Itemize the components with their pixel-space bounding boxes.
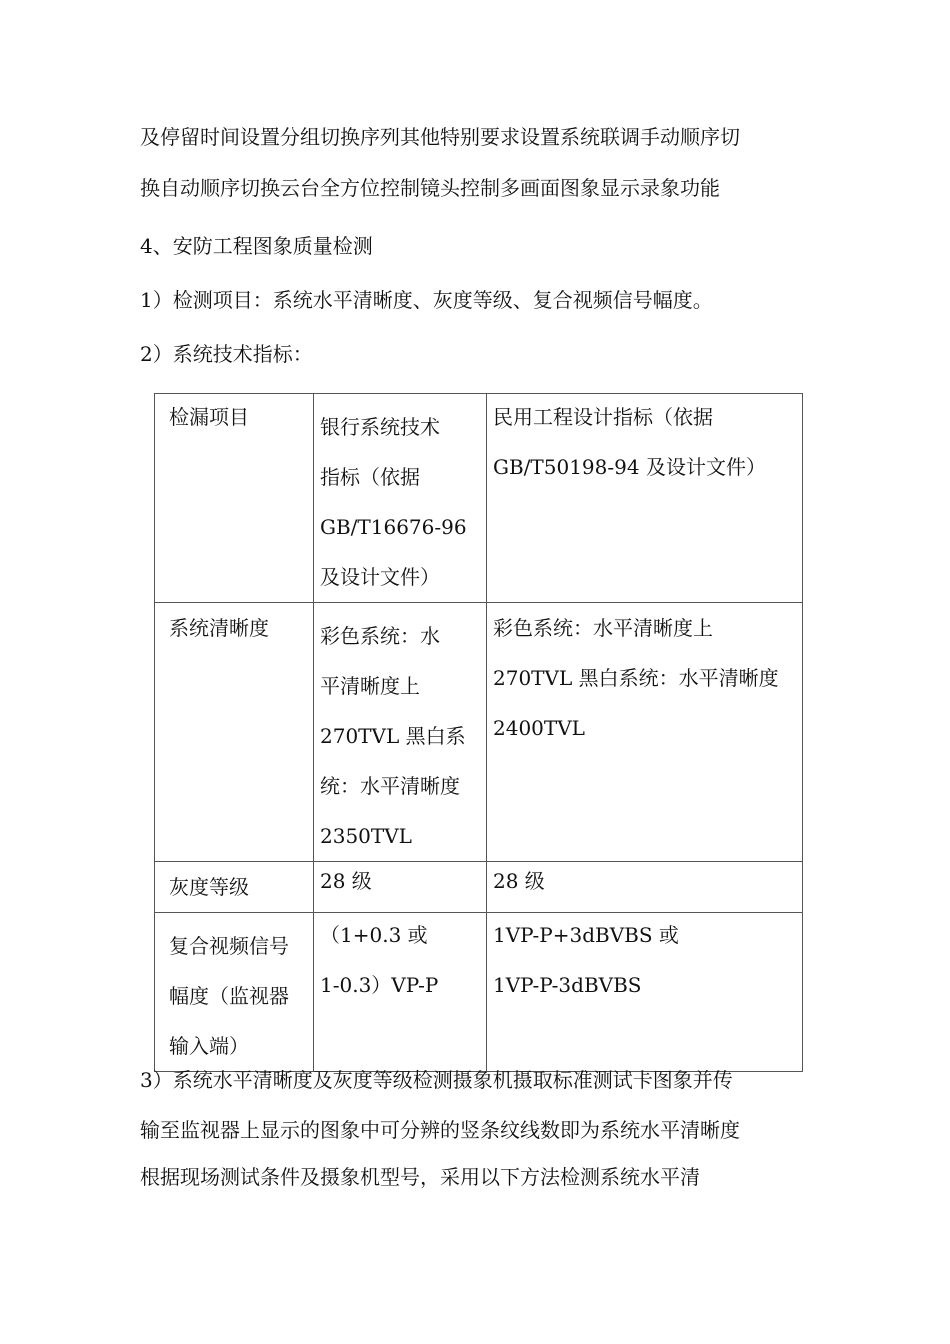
table-cell: 1VP-P+3dBVBS 或 1VP-P-3dBVBS <box>487 913 803 1072</box>
list-item: 2）系统技术指标： <box>140 342 313 366</box>
table-cell: 系统清晰度 <box>155 603 314 862</box>
table-cell: 彩色系统：水平清晰度上 270TVL 黑白系统：水平清晰度 2400TVL <box>487 603 803 862</box>
paragraph-line: 及停留时间设置分组切换序列其他特别要求设置系统联调手动顺序切 <box>140 125 740 149</box>
section-heading: 4、安防工程图象质量检测 <box>140 234 373 258</box>
table-cell: 检漏项目 <box>155 394 314 603</box>
table-row <box>155 603 803 862</box>
table-cell: （1+0.3 或 1-0.3）VP-P <box>314 913 487 1072</box>
paragraph-line: 3）系统水平清晰度及灰度等级检测摄象机摄取标准测试卡图象并传 <box>140 1068 733 1092</box>
list-item: 1）检测项目：系统水平清晰度、灰度等级、复合视频信号幅度。 <box>140 288 713 312</box>
paragraph-line: 换自动顺序切换云台全方位控制镜头控制多画面图象显示录象功能 <box>140 176 720 200</box>
paragraph-line: 根据现场测试条件及摄象机型号，采用以下方法检测系统水平清 <box>140 1165 700 1189</box>
table-row <box>155 862 803 913</box>
paragraph-line: 输至监视器上显示的图象中可分辨的竖条纹线数即为系统水平清晰度 <box>140 1118 740 1142</box>
table-cell: 彩色系统：水 平清晰度上 270TVL 黑白系 统：水平清晰度 2350TVL <box>314 603 487 862</box>
table-header-row <box>155 394 803 603</box>
table-cell: 银行系统技术 指标（依据 GB/T16676-96 及设计文件） <box>314 394 487 603</box>
table-cell: 28 级 <box>314 862 487 913</box>
table-row <box>155 913 803 1072</box>
table-cell: 复合视频信号 幅度（监视器 输入端） <box>155 913 314 1072</box>
table-cell: 28 级 <box>487 862 803 913</box>
table-cell: 民用工程设计指标（依据 GB/T50198-94 及设计文件） <box>487 394 803 603</box>
spec-table <box>154 393 803 1072</box>
table-cell: 灰度等级 <box>155 862 314 913</box>
